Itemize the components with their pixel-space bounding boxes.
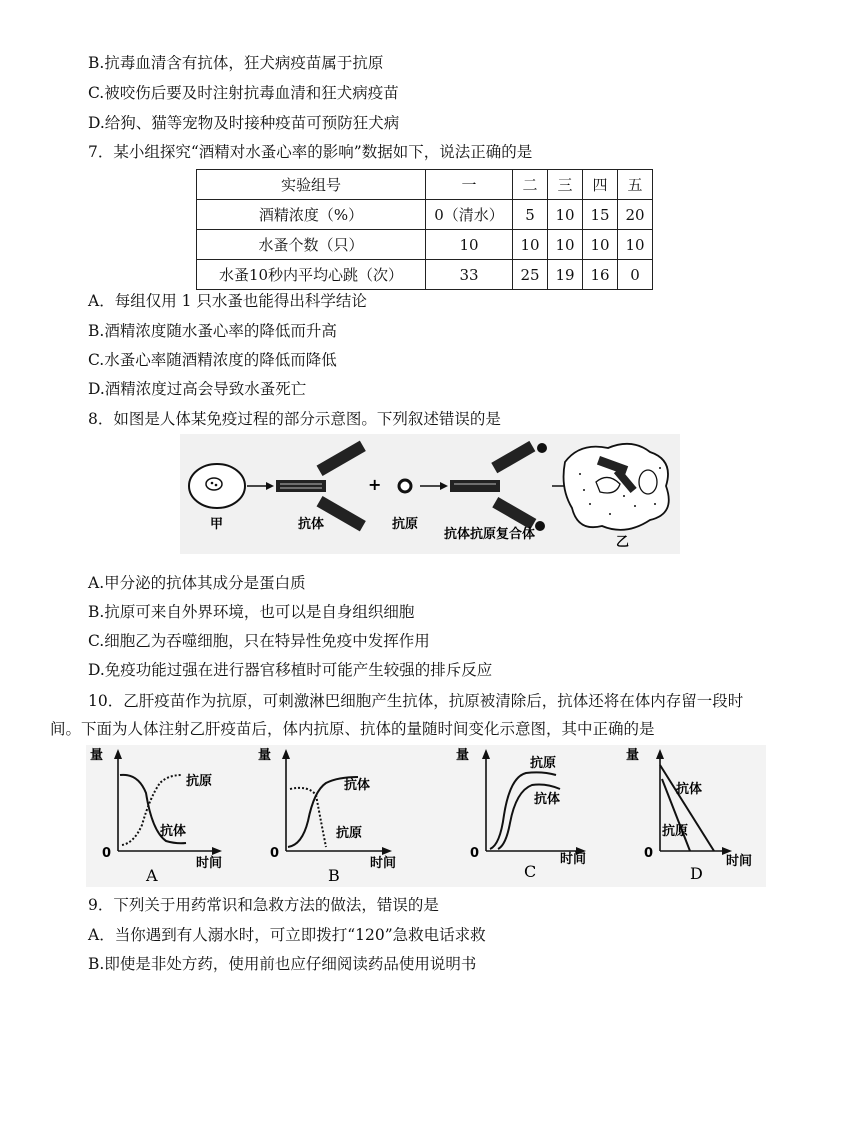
q10-stem-line2: 间。下面为人体注射乙肝疫苗后，体内抗原、抗体的量随时间变化示意图，其中正确的是 xyxy=(50,720,655,738)
q7-option-a: A．每组仅用 1 只水蚤也能得出科学结论 xyxy=(88,292,367,310)
antigen-icon xyxy=(399,480,411,492)
q9-option-a: A．当你遇到有人溺水时，可立即拨打“120”急救电话求救 xyxy=(88,926,486,944)
table-cell: 水蚤10秒内平均心跳（次） xyxy=(197,260,426,290)
table-cell: 三 xyxy=(548,170,583,200)
table-cell: 0 xyxy=(618,260,653,290)
table-cell: 19 xyxy=(548,260,583,290)
graph-d-origin: 0 xyxy=(644,846,654,861)
table-cell: 10 xyxy=(548,230,583,260)
table-cell: 二 xyxy=(513,170,548,200)
label-yi: 乙 xyxy=(616,535,630,550)
table-row xyxy=(197,200,653,230)
graph-b-yaxis-label: 量 xyxy=(258,748,272,763)
graph-b-antigen-label: 抗原 xyxy=(336,826,363,841)
immune-process-figure xyxy=(180,434,680,554)
cell-jia-icon xyxy=(189,464,245,508)
q8-option-b: B.抗原可来自外界环境，也可以是自身组织细胞 xyxy=(88,603,415,621)
table-row xyxy=(197,230,653,260)
graph-c-letter: C xyxy=(524,862,537,881)
graph-a-antibody-label: 抗体 xyxy=(160,824,187,839)
table-cell: 实验组号 xyxy=(197,170,426,200)
table-cell: 0（清水） xyxy=(426,200,513,230)
table-cell: 5 xyxy=(513,200,548,230)
graph-d-antigen-label: 抗原 xyxy=(662,824,689,839)
q7-option-b: B.酒精浓度随水蚤心率的降低而升高 xyxy=(88,322,337,340)
graph-d-yaxis-label: 量 xyxy=(626,748,640,763)
table-cell: 10 xyxy=(426,230,513,260)
graph-b-origin: 0 xyxy=(270,846,280,861)
graph-d-antibody-label: 抗体 xyxy=(676,782,703,797)
q7-stem: 7．某小组探究“酒精对水蚤心率的影响”数据如下，说法正确的是 xyxy=(88,143,533,161)
label-jia: 甲 xyxy=(210,517,224,532)
table-cell: 10 xyxy=(583,230,618,260)
graph-a-yaxis-label: 量 xyxy=(90,748,104,763)
graph-a-xaxis-label: 时间 xyxy=(196,856,223,871)
table-row xyxy=(197,260,653,290)
graph-b-letter: B xyxy=(328,866,340,885)
q8-option-a: A.甲分泌的抗体其成分是蛋白质 xyxy=(88,574,306,592)
q7-option-d: D.酒精浓度过高会导致水蚤死亡 xyxy=(88,380,307,398)
table-cell: 酒精浓度（%） xyxy=(197,200,426,230)
q6-option-b: B.抗毒血清含有抗体，狂犬病疫苗属于抗原 xyxy=(88,54,384,72)
graph-b-xaxis-label: 时间 xyxy=(370,856,397,871)
table-cell: 水蚤个数（只） xyxy=(197,230,426,260)
graph-a-origin: 0 xyxy=(102,846,112,861)
label-complex: 抗体抗原复合体 xyxy=(444,527,536,542)
q6-option-c: C.被咬伤后要及时注射抗毒血清和狂犬病疫苗 xyxy=(88,84,399,102)
q8-option-c: C.细胞乙为吞噬细胞，只在特异性免疫中发挥作用 xyxy=(88,632,430,650)
phagocyte-yi-icon xyxy=(564,444,669,530)
q7-data-table xyxy=(196,169,653,290)
table-row xyxy=(197,170,653,200)
table-cell: 16 xyxy=(583,260,618,290)
graph-c-origin: 0 xyxy=(470,846,480,861)
table-cell: 20 xyxy=(618,200,653,230)
q6-option-d: D.给狗、猫等宠物及时接种疫苗可预防狂犬病 xyxy=(88,114,400,132)
table-cell: 15 xyxy=(583,200,618,230)
graph-a-letter: A xyxy=(146,866,158,885)
plus-sign: + xyxy=(368,475,382,494)
table-cell: 一 xyxy=(426,170,513,200)
graph-c-yaxis-label: 量 xyxy=(456,748,470,763)
table-cell: 10 xyxy=(548,200,583,230)
table-cell: 10 xyxy=(513,230,548,260)
table-cell: 四 xyxy=(583,170,618,200)
table-cell: 10 xyxy=(618,230,653,260)
q8-stem: 8．如图是人体某免疫过程的部分示意图。下列叙述错误的是 xyxy=(88,410,501,428)
table-cell: 25 xyxy=(513,260,548,290)
label-antibody: 抗体 xyxy=(298,517,325,532)
graph-d-xaxis-label: 时间 xyxy=(726,854,753,869)
graph-c-antibody-label: 抗体 xyxy=(534,792,561,807)
graph-b-antibody-label: 抗体 xyxy=(344,778,371,793)
q7-option-c: C.水蚤心率随酒精浓度的降低而降低 xyxy=(88,351,337,369)
table-cell: 五 xyxy=(618,170,653,200)
graph-c-antigen-label: 抗原 xyxy=(530,756,557,771)
graph-a-antigen-label: 抗原 xyxy=(186,774,213,789)
table-cell: 33 xyxy=(426,260,513,290)
q8-option-d: D.免疫功能过强在进行器官移植时可能产生较强的排斥反应 xyxy=(88,661,493,679)
graph-c-xaxis-label: 时间 xyxy=(560,852,587,867)
q9-stem: 9．下列关于用药常识和急救方法的做法，错误的是 xyxy=(88,896,439,914)
q10-stem-line1: 10．乙肝疫苗作为抗原，可刺激淋巴细胞产生抗体，抗原被清除后，抗体还将在体内存留一段时 xyxy=(88,692,744,710)
graph-d-letter: D xyxy=(690,864,703,883)
antigen-antibody-graphs xyxy=(86,745,766,887)
label-antigen: 抗原 xyxy=(392,517,419,532)
q9-option-b: B.即使是非处方药，使用前也应仔细阅读药品使用说明书 xyxy=(88,955,477,973)
